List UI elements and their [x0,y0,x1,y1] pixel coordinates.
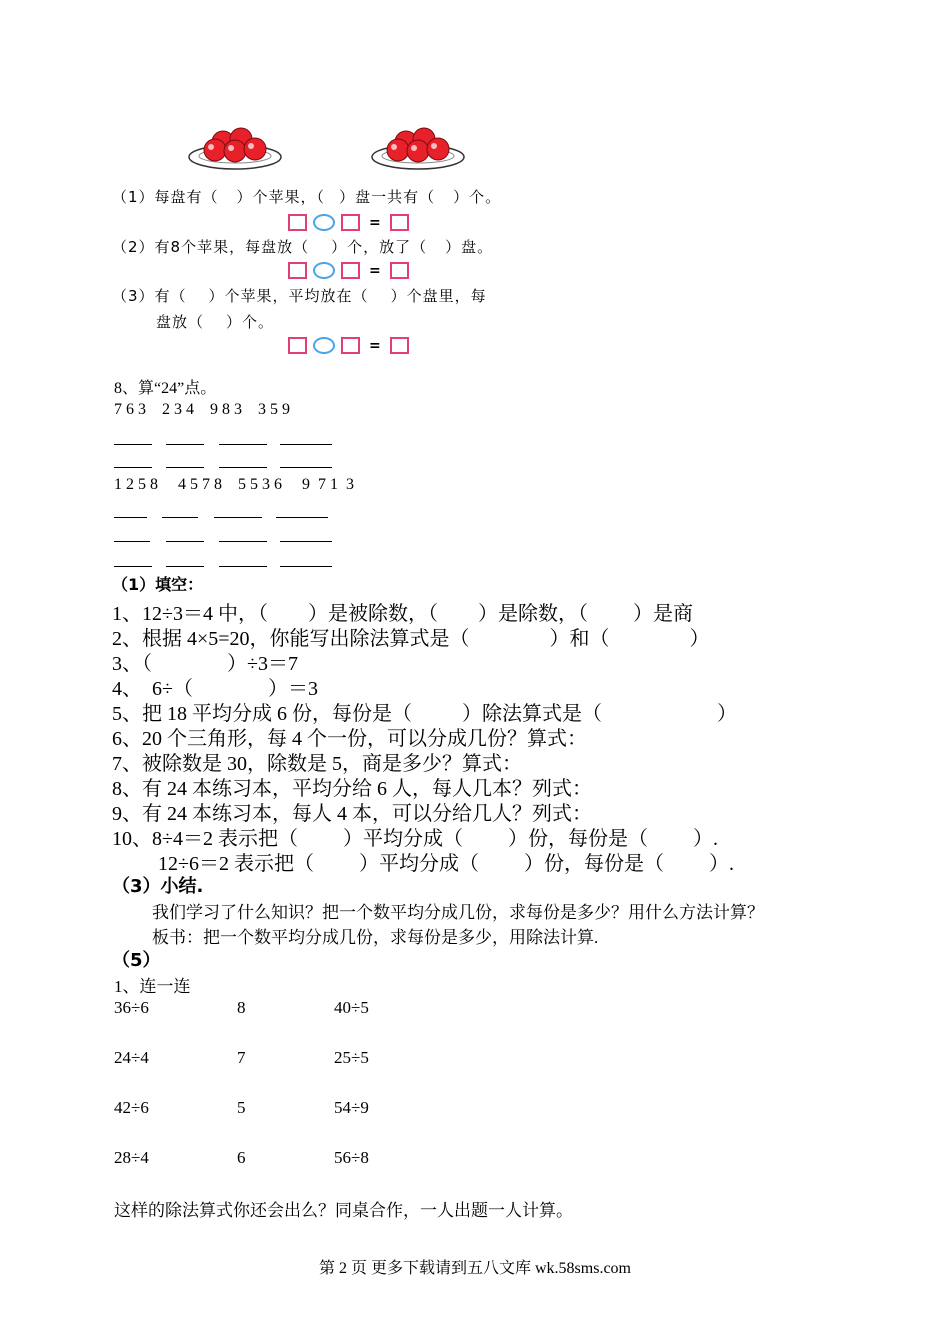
answer-line[interactable] [219,467,267,468]
answer-line[interactable] [280,444,332,445]
apple-question-2: （2）有8个苹果，每盘放（ ）个，放了（ ）盘。 [112,238,494,256]
match-left[interactable]: 28÷4 [114,1148,149,1167]
answer-line[interactable] [162,517,198,518]
answer-line[interactable] [166,566,204,567]
match-left[interactable]: 36÷6 [114,998,149,1017]
section5-title: 1、连一连 [114,977,191,996]
match-mid[interactable]: 7 [237,1048,246,1067]
answer-line[interactable] [114,467,152,468]
match-mid[interactable]: 6 [237,1148,246,1167]
equation-boxes-2: = [288,262,409,279]
match-mid[interactable]: 8 [237,998,246,1017]
answer-box[interactable] [288,337,307,354]
answer-line[interactable] [166,541,204,542]
answer-box[interactable] [341,262,360,279]
match-right[interactable]: 56÷8 [334,1148,369,1167]
points24-title: 8、算“24”点。 [114,380,217,397]
plate-left-icon [189,128,281,169]
operator-circle[interactable] [313,214,335,231]
apple-question-3-line2: 盘放（ ）个。 [156,313,275,331]
answer-line[interactable] [280,467,332,468]
answer-line[interactable] [219,541,267,542]
answer-line[interactable] [114,444,152,445]
answer-line[interactable] [276,517,328,518]
equation-boxes-1: = [288,214,409,231]
match-right[interactable]: 40÷5 [334,998,369,1017]
fill-in-line-10: 10、8÷4＝2 表示把（ ）平均分成（ ）份，每份是（ ）. [112,828,718,850]
answer-line[interactable] [166,444,204,445]
page-footer: 第 2 页 更多下载请到五八文库 wk.58sms.com [318,1260,631,1277]
answer-line[interactable] [114,517,147,518]
apple-question-3-line1: （3）有（ ）个苹果，平均放在（ ）个盘里，每 [112,287,487,305]
section5-heading: （5） [112,950,161,971]
summary-heading: （3）小结. [112,876,204,897]
equation-boxes-3: = [288,337,409,354]
fill-in-line-4: 4、 6÷（ ）＝3 [112,678,318,700]
answer-line[interactable] [114,566,152,567]
fill-in-line-8: 8、有 24 本练习本，平均分给 6 人，每人几本？列式： [112,778,592,800]
answer-box[interactable] [390,262,409,279]
plate-right-icon [372,128,464,169]
answer-line[interactable] [219,566,267,567]
fill-in-line-9: 9、有 24 本练习本，每人 4 本，可以分给几人？列式： [112,803,592,825]
answer-line[interactable] [166,467,204,468]
operator-circle[interactable] [313,262,335,279]
fill-in-heading: （1）填空： [112,575,204,594]
fill-in-line-11: 12÷6＝2 表示把（ ）平均分成（ ）份，每份是（ ）. [158,853,734,875]
answer-line[interactable] [214,517,262,518]
fill-in-line-2: 2、根据 4×5=20，你能写出除法算式是（ ）和（ ） [112,628,710,650]
apple-question-1: （1）每盘有（ ）个苹果，（ ）盘一共有（ ）个。 [112,188,502,206]
answer-line[interactable] [280,566,332,567]
points24-row2: 1 2 5 8 4 5 7 8 5 5 3 6 9 7 1 3 [114,476,354,493]
fill-in-line-6: 6、20 个三角形，每 4 个一份，可以分成几份？算式： [112,728,587,750]
answer-box[interactable] [390,214,409,231]
apple-plates-illustration [185,122,470,172]
answer-line[interactable] [114,541,150,542]
fill-in-line-1: 1、12÷3＝4 中，（ ）是被除数，（ ）是除数，（ ）是商 [112,603,693,625]
fill-in-line-3: 3、（ ）÷3＝7 [112,653,298,675]
summary-line-1: 我们学习了什么知识？把一个数平均分成几份，求每份是多少？用什么方法计算？ [152,903,764,922]
answer-line[interactable] [219,444,267,445]
match-left[interactable]: 24÷4 [114,1048,149,1067]
section5-closing: 这样的除法算式你还会出么？同桌合作，一人出题一人计算。 [114,1201,573,1220]
answer-box[interactable] [288,262,307,279]
answer-box[interactable] [341,214,360,231]
fill-in-line-7: 7、被除数是 30，除数是 5，商是多少？算式： [112,753,522,775]
answer-line[interactable] [280,541,332,542]
match-left[interactable]: 42÷6 [114,1098,149,1117]
answer-box[interactable] [288,214,307,231]
answer-box[interactable] [390,337,409,354]
operator-circle[interactable] [313,337,335,354]
match-right[interactable]: 25÷5 [334,1048,369,1067]
summary-line-2: 板书：把一个数平均分成几份，求每份是多少，用除法计算. [152,928,599,947]
match-mid[interactable]: 5 [237,1098,246,1117]
points24-row1: 7 6 3 2 3 4 9 8 3 3 5 9 [114,401,290,418]
answer-box[interactable] [341,337,360,354]
fill-in-line-5: 5、把 18 平均分成 6 份，每份是（ ）除法算式是（ ） [112,703,737,725]
match-right[interactable]: 54÷9 [334,1098,369,1117]
